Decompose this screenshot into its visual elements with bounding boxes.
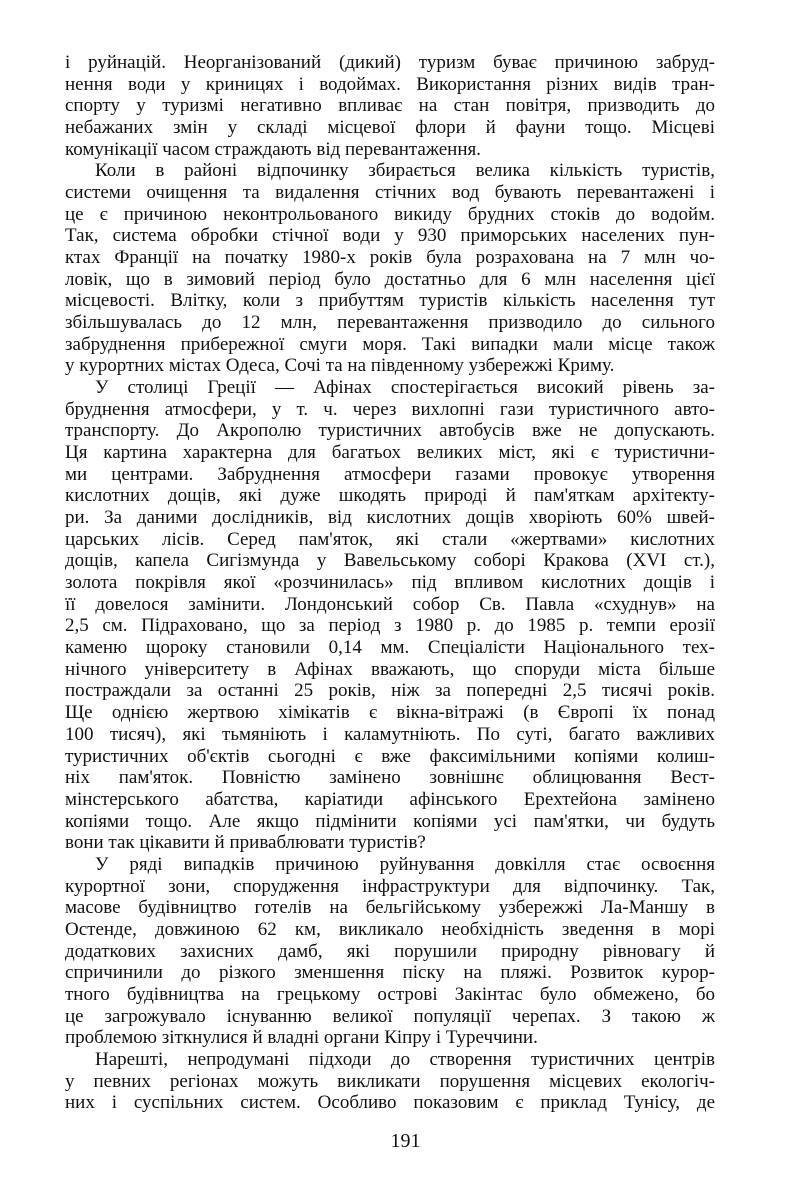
text-line: У столиці Греції — Афінах спостерігається високий рівень за-: [95, 377, 715, 399]
page-number: 191: [390, 1130, 421, 1152]
text-line: забруднення прибережної смуги моря. Такі випадки мали місце також: [65, 333, 715, 355]
text-line: тного будівництва на грецькому острові Закінтас було обмежено, бо: [65, 983, 715, 1005]
text-line: бруднення атмосфери, у т. ч. через вихлопні гази туристичного авто-: [65, 398, 715, 420]
text-line: 2,5 см. Підраховано, що за період з 1980 р. до 1985 р. темпи ерозії: [65, 615, 715, 637]
text-line: 100 тисяч), які тьмяніють і каламутніють. По суті, багато важливих: [65, 723, 715, 745]
text-line: додаткових захисних дамб, які порушили природну рівновагу й: [65, 940, 715, 962]
text-line: царських лісів. Серед пам'яток, які стали «жертвами» кислотних: [65, 528, 715, 550]
text-line: збільшувалась до 12 млн, перевантаження призводило до сильного: [65, 312, 715, 334]
text-line: небажаних змін у складі місцевої флори й фауни тощо. Місцеві: [65, 117, 715, 139]
text-line: у певних регіонах можуть викликати порушення місцевих екологіч-: [65, 1070, 715, 1092]
text-line: Так, система обробки стічної води у 930 приморських населених пун-: [65, 225, 715, 247]
text-line: золота покрівля якої «розчинилась» під впливом кислотних дощів і: [65, 572, 715, 594]
text-line: Нарешті, непродумані підходи до створення туристичних центрів: [95, 1048, 715, 1070]
text-line: курортної зони, спорудження інфраструктури для відпочинку. Так,: [65, 875, 715, 897]
text-line: у курортних містах Одеса, Сочі та на південному узбережжі Криму.: [65, 355, 615, 377]
text-line: Ця картина характерна для багатьох великих міст, які є туристични-: [65, 442, 715, 464]
text-line: комунікації часом страждають від перевантаження.: [65, 138, 481, 160]
text-line: постраждали за останні 25 років, ніж за попередні 2,5 тисячі років.: [65, 680, 715, 702]
text-line: це є причиною неконтрольованого викиду брудних стоків до водойм.: [65, 203, 715, 225]
text-line: копіями тощо. Але якщо підмінити копіями усі пам'ятки, чи будуть: [65, 810, 715, 832]
text-line: Остенде, довжиною 62 км, викликало необхідність зведення в морі: [65, 918, 715, 940]
text-line: проблемою зіткнулися й владні органи Кіпру і Туреччини.: [65, 1027, 538, 1049]
text-line: дощів, капела Сигізмунда у Вавельському соборі Кракова (XVI ст.),: [65, 550, 715, 572]
text-line: кислотних дощів, які дуже шкодять природі й пам'яткам архітекту-: [65, 485, 715, 507]
text-line: спорту у туризмі негативно впливає на стан повітря, призводить до: [65, 95, 715, 117]
text-line: Коли в районі відпочинку збирається велика кількість туристів,: [95, 160, 715, 182]
text-line: транспорту. До Акрополю туристичних автобусів вже не допускають.: [65, 420, 715, 442]
text-line: ми центрами. Забруднення атмосфери газами провокує утворення: [65, 463, 715, 485]
text-line: мінстерського абатства, каріатиди афінського Ерехтейона замінено: [65, 788, 715, 810]
page-body: [65, 52, 715, 1114]
text-line: місцевості. Влітку, коли з прибуттям туристів кількість населення тут: [65, 290, 715, 312]
text-line: них і суспільних систем. Особливо показовим є приклад Тунісу, де: [65, 1092, 715, 1114]
text-line: каменю щороку становили 0,14 мм. Спеціалісти Національного тех-: [65, 637, 715, 659]
text-line: це загрожувало існуванню великої популяції черепах. З такою ж: [65, 1005, 715, 1027]
text-line: масове будівництво готелів на бельгійському узбережжі Ла-Маншу в: [65, 897, 715, 919]
text-line: нення води у криницях і водоймах. Використання різних видів тран-: [65, 73, 715, 95]
text-line: туристичних об'єктів сьогодні є вже факсимільними копіями колиш-: [65, 745, 715, 767]
text-line: системи очищення та видалення стічних вод бувають перевантажені і: [65, 182, 715, 204]
text-line: ктах Франції на початку 1980-х років була розрахована на 7 млн чо-: [65, 247, 715, 269]
text-line: нічного університету в Афінах вважають, що споруди міста більше: [65, 658, 715, 680]
text-line: вони так цікавити й приваблювати туристів?: [65, 832, 426, 854]
text-line: Ще однією жертвою хімікатів є вікна-вітражі (в Європі їх понад: [65, 702, 715, 724]
text-line: і руйнацій. Неорганізований (дикий) туризм буває причиною забруд-: [65, 52, 715, 73]
text-line: У ряді випадків причиною руйнування довкілля стає освоєння: [95, 853, 715, 875]
text-line: спричинили до різкого зменшення піску на пляжі. Розвиток курор-: [65, 962, 715, 984]
text-line: ловік, що в зимовий період було достатньо для 6 млн населення цієї: [65, 268, 715, 290]
text-line: її довелося замінити. Лондонський собор Св. Павла «схуднув» на: [65, 593, 715, 615]
text-line: ри. За даними дослідників, від кислотних дощів хворіють 60% швей-: [65, 507, 715, 529]
text-line: ніх пам'яток. Повністю замінено зовнішнє облицювання Вест-: [65, 767, 715, 789]
